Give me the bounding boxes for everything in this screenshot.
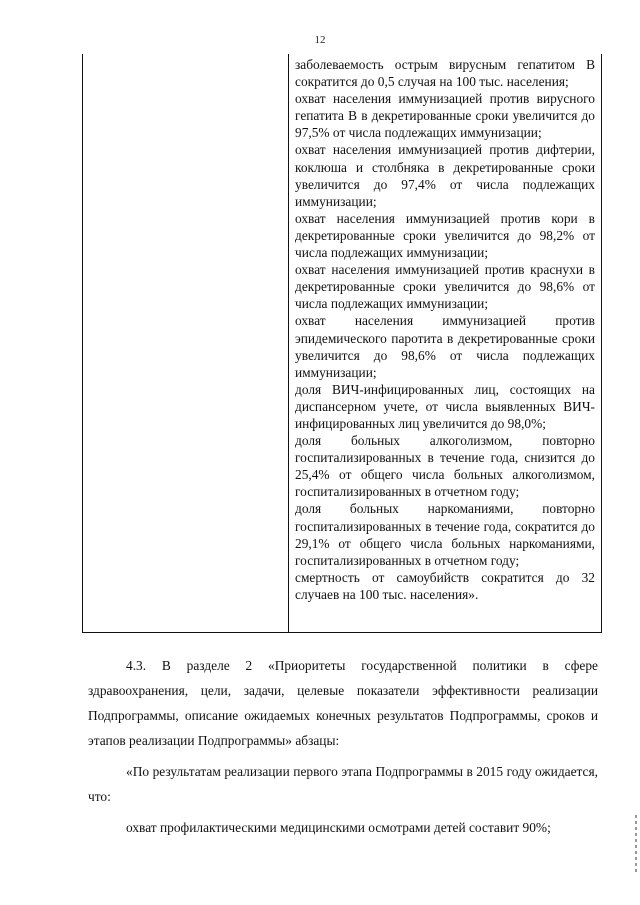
table-item: охват населения иммунизацией против дифтерии, коклюша и столбняка в декретированные сроки увеличится до 97,4% от числа подлежащих иммунизации; <box>295 142 595 209</box>
scan-edge-mark <box>635 815 637 875</box>
table-item: заболеваемость острым вирусным гепатитом В сократится до 0,5 случая на 100 тыс. населения; <box>295 57 595 90</box>
table-right-cell <box>289 54 601 632</box>
paragraph-children-exam: охват профилактическими медицинскими осмотрами детей составит 90%; <box>126 820 551 835</box>
table-left-cell <box>83 54 289 632</box>
table-item: смертность от самоубийств сократится до 32 случаев на 100 тыс. населения». <box>295 569 595 602</box>
indicators-table <box>82 54 602 633</box>
body-text <box>88 653 598 846</box>
paragraph-section-4-3: 4.3. В разделе 2 «Приоритеты государственной политики в сфере здравоохранения, цели, задачи, целевые показатели эффективности реализации Подпрограммы, описание ожидаемых конечных результатов Подпрограммы, сроков и этапов реализации Подпрограммы» абзацы: <box>88 658 598 748</box>
page-number: 12 <box>314 34 326 46</box>
table-item: доля больных наркоманиями, повторно госпитализированных в течение года, сократится до 29,1% от общего числа больных наркоманиями, госпитализированных в отчетном году; <box>295 501 595 568</box>
table-item: охват населения иммунизацией против краснухи в декретированные сроки увеличится до 98,6% от числа подлежащих иммунизации; <box>295 262 595 312</box>
table-item: охват населения иммунизацией против вирусного гепатита В в декретированные сроки увеличится до 97,5% от числа подлежащих иммунизации; <box>295 91 595 141</box>
paragraph-results-intro: «По результатам реализации первого этапа Подпрограммы в 2015 году ожидается, что: <box>88 764 598 804</box>
table-item: охват населения иммунизацией против кори в декретированные сроки увеличится до 98,2% от числа подлежащих иммунизации; <box>295 210 595 261</box>
table-item: доля ВИЧ-инфицированных лиц, состоящих на диспансерном учете, от числа выявленных ВИЧ-инфицированных лиц увеличится до 98,0%; <box>295 381 595 431</box>
table-item: доля больных алкоголизмом, повторно госпитализированных в течение года, снизится до 25,4% от общего числа больных алкоголизмом, госпитализированных в отчетном году; <box>295 433 595 500</box>
table-item: охват населения иммунизацией против эпидемического паротита в декретированные сроки увеличится до 98,6% от числа подлежащих иммунизации; <box>295 313 595 380</box>
